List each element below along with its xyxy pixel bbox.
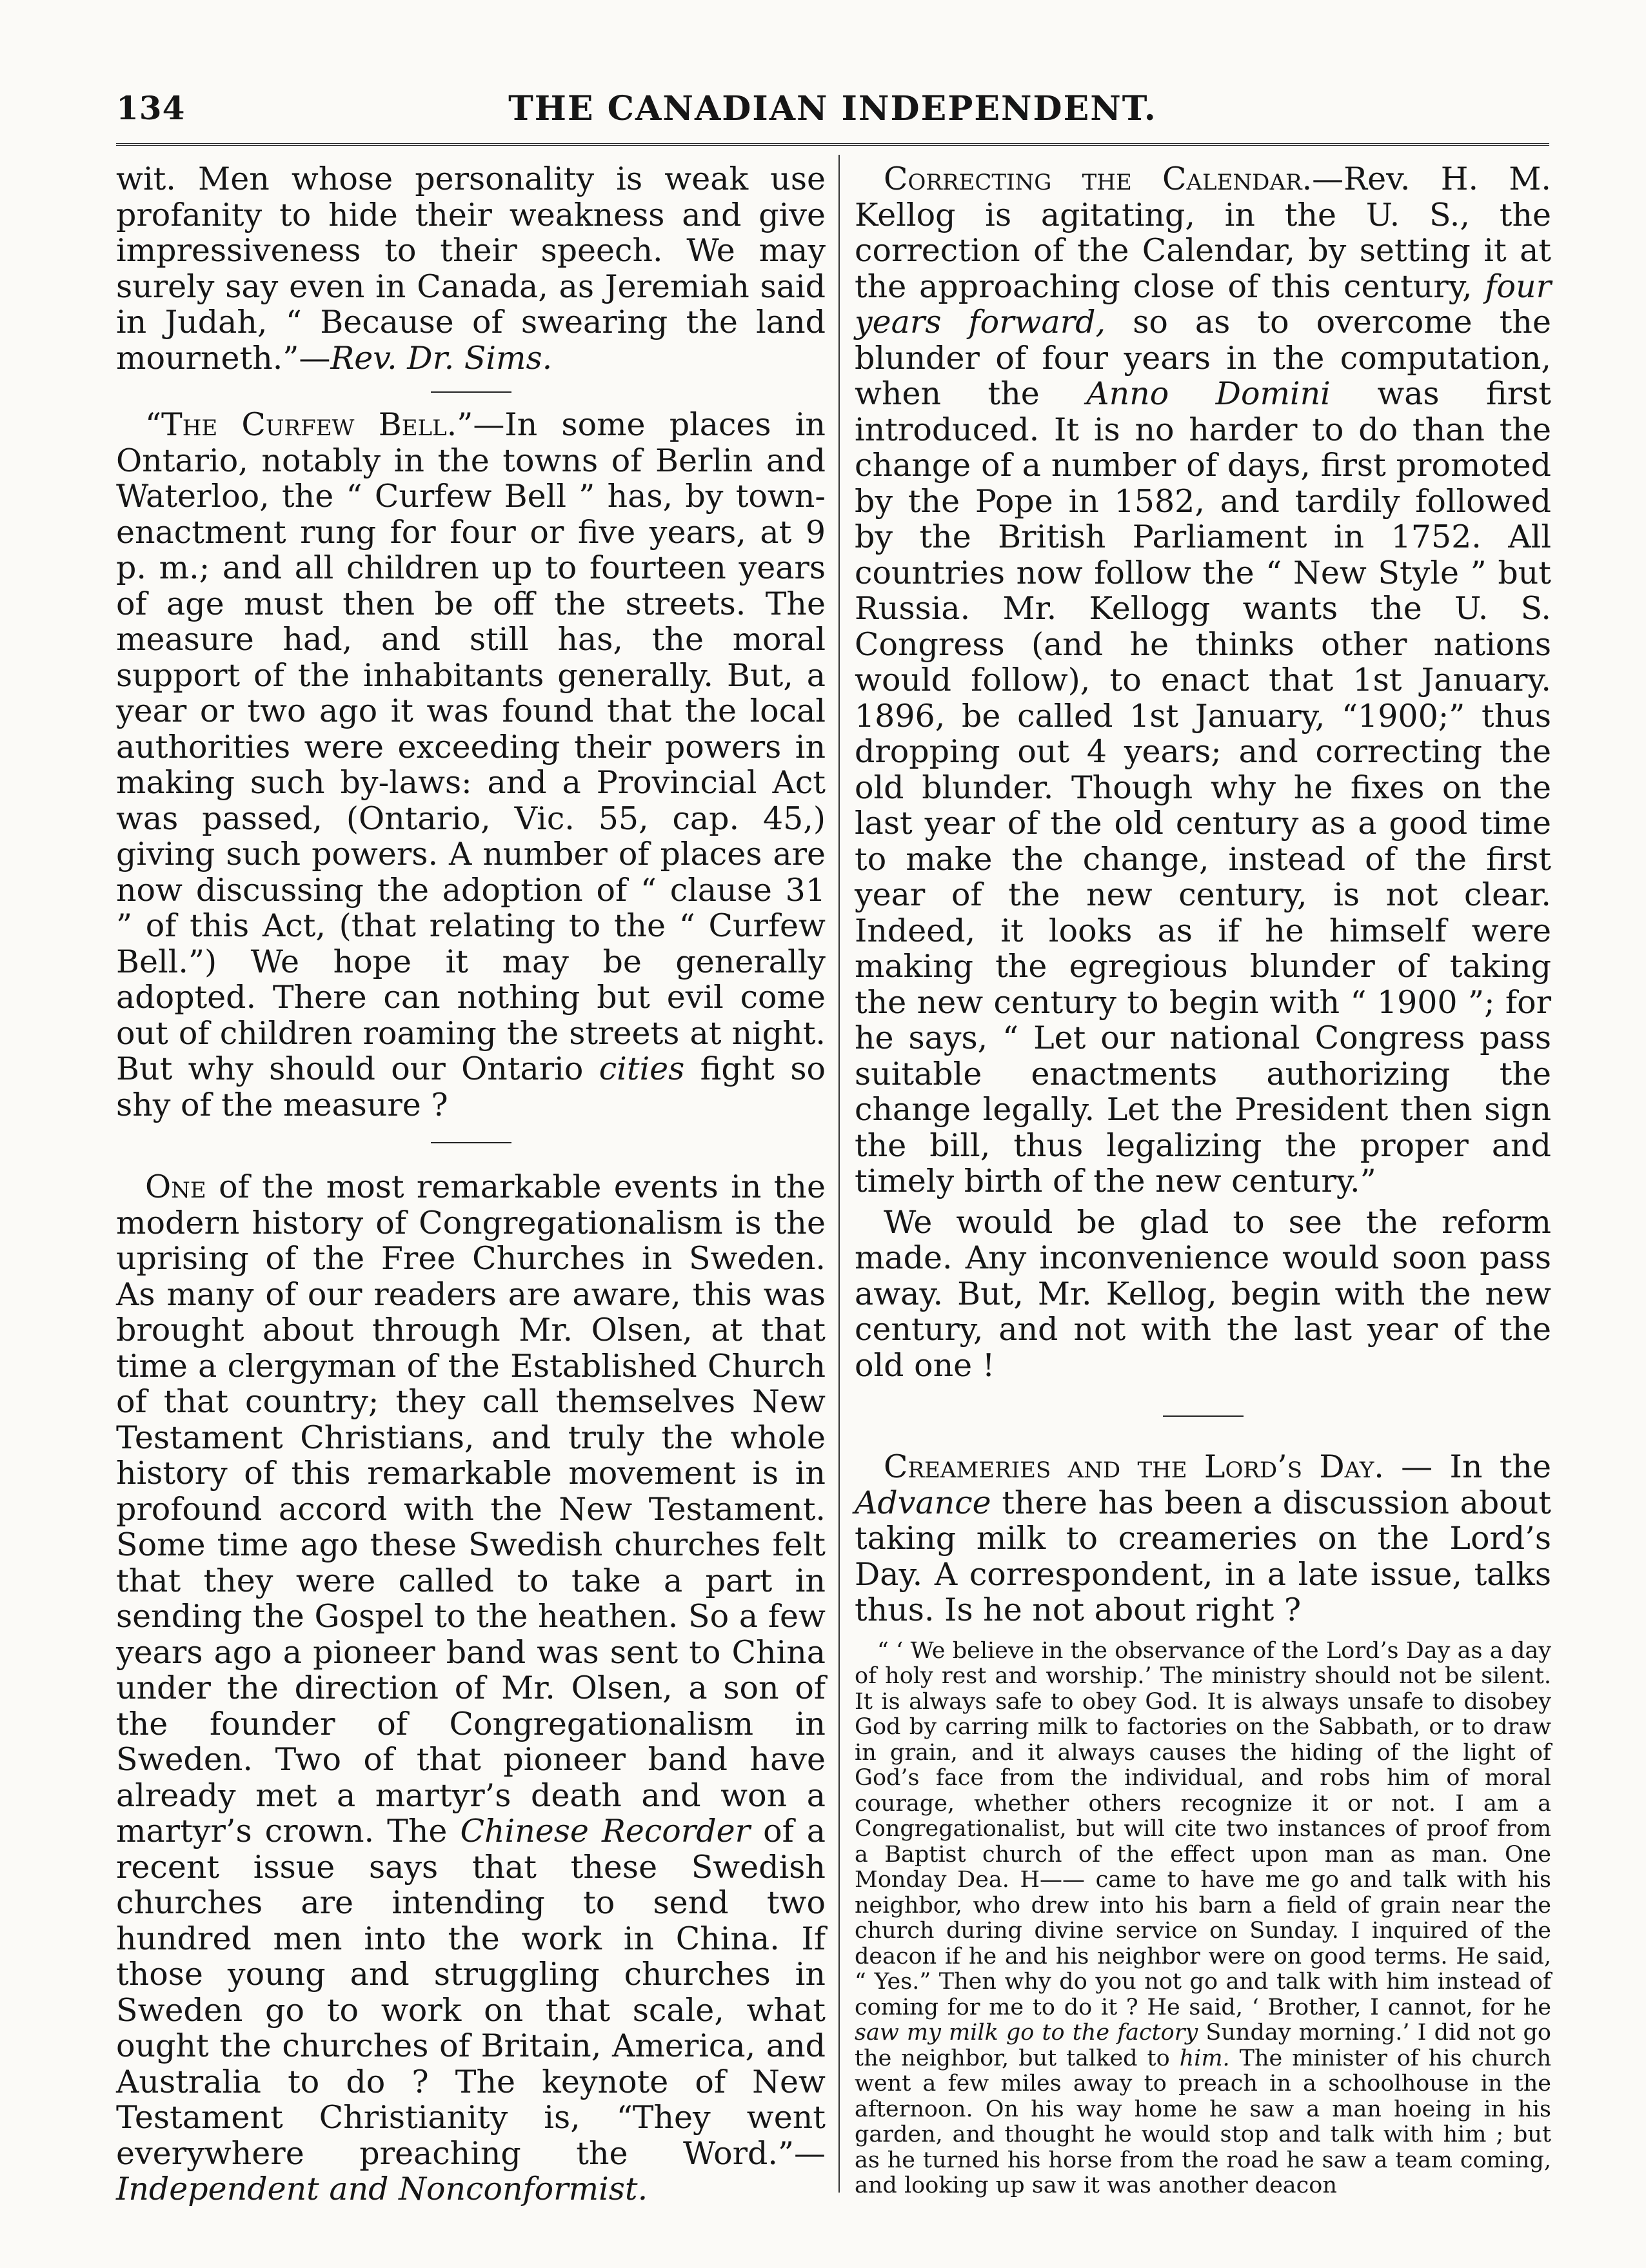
header-rule: [116, 143, 1549, 148]
emphasis-text: saw my milk go to the factory: [855, 2020, 1198, 2046]
article-calendar: [855, 161, 1551, 1199]
emphasis-text: Anno Domini: [1086, 375, 1331, 412]
publication-name: Chinese Recorder: [460, 1813, 751, 1849]
left-column: [116, 161, 826, 2207]
quote-text: “ ‘ We believe in the observance of the Lord’s Day as a day of holy rest and worship.’ The ministry should not be silent. It is always safe to obey God. It is always unsafe to disobey God by carring milk to factories on the Sabbath, or to draw in grain, and it always causes the hiding of the light of God’s face from the individual, and robs him of moral courage, whether others recognize it or not. I am a Congregationalist, but will cite two instances of proof from a Baptist church of the effect upon man as man. One Monday Dea. H—— came to have me go and talk with his neighbor, who drew into his barn a field of grain near the church during divine service on Sunday. I inquired of the deacon if he and his neighbor were on good terms. He said, “ Yes.” Then why do you not go and talk with him instead of coming for me to do it ? He said, ‘ Brother, I cannot, for he: [855, 1637, 1551, 2020]
section-separator: [431, 1142, 511, 1143]
paragraph-text: —Rev. H. M. Kellog is agitating, in the U. S., the correction of the Calendar, by setting it at the approaching close of this century,: [855, 161, 1551, 305]
section-separator: [431, 391, 511, 393]
emphasis-text: cities: [599, 1050, 685, 1087]
publication-title: THE CANADIAN INDEPENDENT.: [508, 89, 1157, 128]
section-separator: [1163, 1415, 1244, 1417]
quote-text: Sunday morning.’ I did not go the neighbor, but talked to: [855, 2020, 1551, 2071]
article-profanity-end: [116, 161, 826, 376]
paragraph-text: —In some places in Ontario, notably in the towns of Berlin and Waterloo, the “ Curfew Bell ” has, by town-enactment rung for four or five years, at 9 p. m.; and all children up to fourteen years of age must then be off the streets. The measure had, and still has, the moral support of the inhabitants generally. But, a year or two ago it was found that the local authorities were exceeding their powers in making such by-laws: and a Provincial Act was passed, (Ontario, Vic. 55, cap. 45,) giving such powers. A number of places are now discussing the adoption of “ clause 31 ” of this Act, (that relating to the “ Curfew Bell.”) We hope it may be generally adopted. There can nothing but evil come out of children roaming the streets at night. But why should our Ontario: [116, 406, 826, 1087]
source-attribution: Rev. Dr. Sims.: [330, 339, 553, 377]
article-heading: Creameries and the Lord’s Day.: [884, 1448, 1384, 1485]
right-column: [855, 161, 1551, 2199]
page-header: [116, 84, 1549, 145]
source-attribution: Independent and Nonconformist.: [116, 2171, 648, 2207]
quote-text: The minister of his church went a few miles away to preach in a schoolhouse in the afternoon. On his way home he saw a man hoeing in his garden, and thought he would stop and talk with him ; but as he turned his horse from the road he saw a team coming, and looking up saw it was another deacon: [855, 2045, 1551, 2198]
column-divider: [838, 155, 840, 2193]
paragraph-text: of a recent issue says that these Swedish churches are intending to send two hundred men into the work in China. If those young and struggling churches in Sweden go to work on that scale, what ought the churches of Britain, America, and Australia to do ? The keynote of New Testament Christianity is, “They went everywhere preaching the Word.”—: [116, 1813, 826, 2172]
paragraph-text: of the most remarkable events in the modern history of Congregationalism is the uprising of the Free Churches in Sweden. As many of our readers are aware, this was brought about through Mr. Olsen, at that time a clergyman of the Established Church of that country; they call themselves New Testament Christians, and truly the whole history of this remarkable movement is in profound accord with the New Testament. Some time ago these Swedish churches felt that they were called to take a part in sending the Gospel to the heathen. So a few years ago a pioneer band was sent to China under the direction of Mr. Olsen, a son of the founder of Congregationalism in Sweden. Two of that pioneer band have already met a martyr’s death and won a martyr’s crown. The: [116, 1169, 826, 1849]
article-heading: “The Curfew Bell.”: [145, 406, 473, 443]
article-swedish-churches: [116, 1169, 826, 2207]
paragraph-text: was first introduced. It is no harder to do than the change of a number of days, first promoted by the Pope in 1582, and tardily followed by the British Parliament in 1752. All countries now follow the “ New Style ” but Russia. Mr. Kellogg wants the U. S. Congress (and he thinks other nations would follow), to enact that 1st January. 1896, be called 1st January, “1900;” thus dropping out 4 years; and correcting the old blunder. Though why he fixes on the last year of the old century as a good time to make the change, instead of the first year of the new century, is not clear. Indeed, it looks as if he himself were making the egregious blunder of taking the new century to begin with “ 1900 ”; for he says, “ Let our national Congress pass suitable enactments authorizing the change legally. Let the President then sign the bill, thus legalizing the proper and timely birth of the new century.”: [855, 375, 1551, 1199]
paragraph-text: — In the: [1383, 1448, 1551, 1485]
emphasis-text: four years forward,: [855, 268, 1551, 340]
article-heading: One: [145, 1169, 206, 1205]
article-creameries: [855, 1449, 1551, 1628]
paragraph-text: so as to overcome the blunder of four years in the computation, when the: [855, 304, 1551, 412]
emphasis-text: him.: [1179, 2045, 1230, 2071]
paragraph-text: fight so shy of the measure ?: [116, 1050, 826, 1123]
page-number: 134: [116, 89, 186, 127]
article-curfew-bell: [116, 407, 826, 1123]
article-heading: Correcting the Calendar.: [884, 161, 1313, 197]
publication-name: Advance: [855, 1484, 991, 1521]
quote-paragraph: [855, 1639, 1551, 2199]
correspondent-quote: [855, 1639, 1551, 2199]
paragraph-text: there has been a discussion about taking milk to creameries on the Lord’s Day. A correspondent, in a late issue, talks thus. Is he not about right ?: [855, 1484, 1551, 1628]
paragraph-text: wit. Men whose personality is weak use profanity to hide their weakness and give impressiveness to their speech. We may surely say even in Canada, as Jeremiah said in Judah, “ Because of swearing the land mourneth.”—: [116, 161, 826, 377]
calendar-comment: We would be glad to see the reform made. Any inconvenience would soon pass away. But, Mr. Kellog, begin with the new century, and not with the last year of the old one !: [855, 1203, 1551, 1384]
